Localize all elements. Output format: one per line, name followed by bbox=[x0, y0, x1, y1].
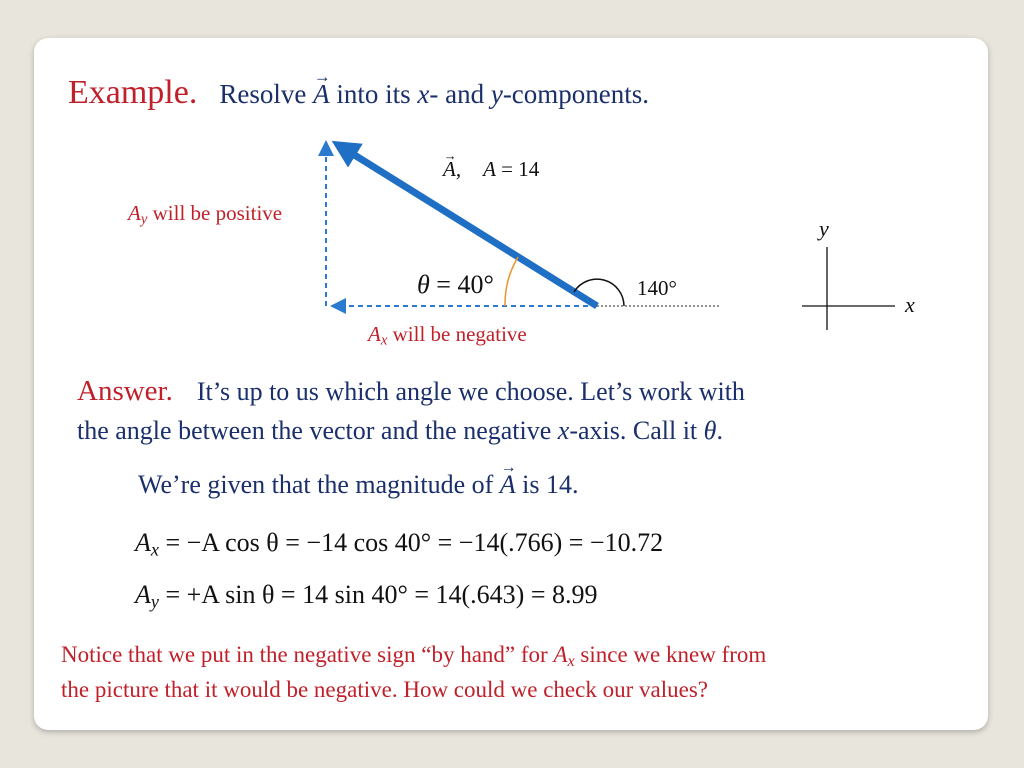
answer-label: Answer. bbox=[77, 375, 173, 407]
answer-line-1: Answer. It’s up to us which angle we choose. Let’s work with bbox=[77, 375, 745, 407]
x-axis-label: x bbox=[905, 292, 915, 317]
y-axis-label: y bbox=[819, 216, 829, 241]
theta-arc bbox=[505, 257, 518, 306]
ay-equation: $A_y = +A$ sin θ = 14 sin 40° = 14(.643) = 8.99 bbox=[135, 580, 598, 612]
ax-negative-note: $A_x$ will be negative bbox=[368, 322, 527, 349]
vector-a-symbol: → A bbox=[313, 79, 330, 110]
given-magnitude-line: We’re given that the magnitude of → A is 14. bbox=[138, 470, 579, 500]
vector-magnitude-label: → A, A = 14 bbox=[443, 157, 539, 182]
answer-paragraph bbox=[77, 372, 957, 450]
theta-angle-label: θ = 40° bbox=[417, 270, 494, 299]
notice-line-2: the picture that it would be negative. How could we check our values? bbox=[61, 677, 708, 702]
answer-line-2: the angle between the vector and the negative x-axis. Call it θ. bbox=[77, 416, 723, 445]
example-label: Example. bbox=[68, 74, 198, 111]
angle-140-label: 140° bbox=[637, 276, 677, 300]
ax-equation: $A_x = -A$ cos θ = −14 cos 40° = −14(.766) = −10.72 bbox=[135, 528, 664, 560]
notice-paragraph bbox=[61, 637, 766, 707]
ay-positive-note: $A_y$ will be positive bbox=[128, 201, 283, 228]
notice-line-1: Notice that we put in the negative sign “by hand” for $A_x$ since we knew from bbox=[61, 642, 767, 671]
title-text: Resolve → A into its x- and y-components. bbox=[219, 79, 649, 109]
